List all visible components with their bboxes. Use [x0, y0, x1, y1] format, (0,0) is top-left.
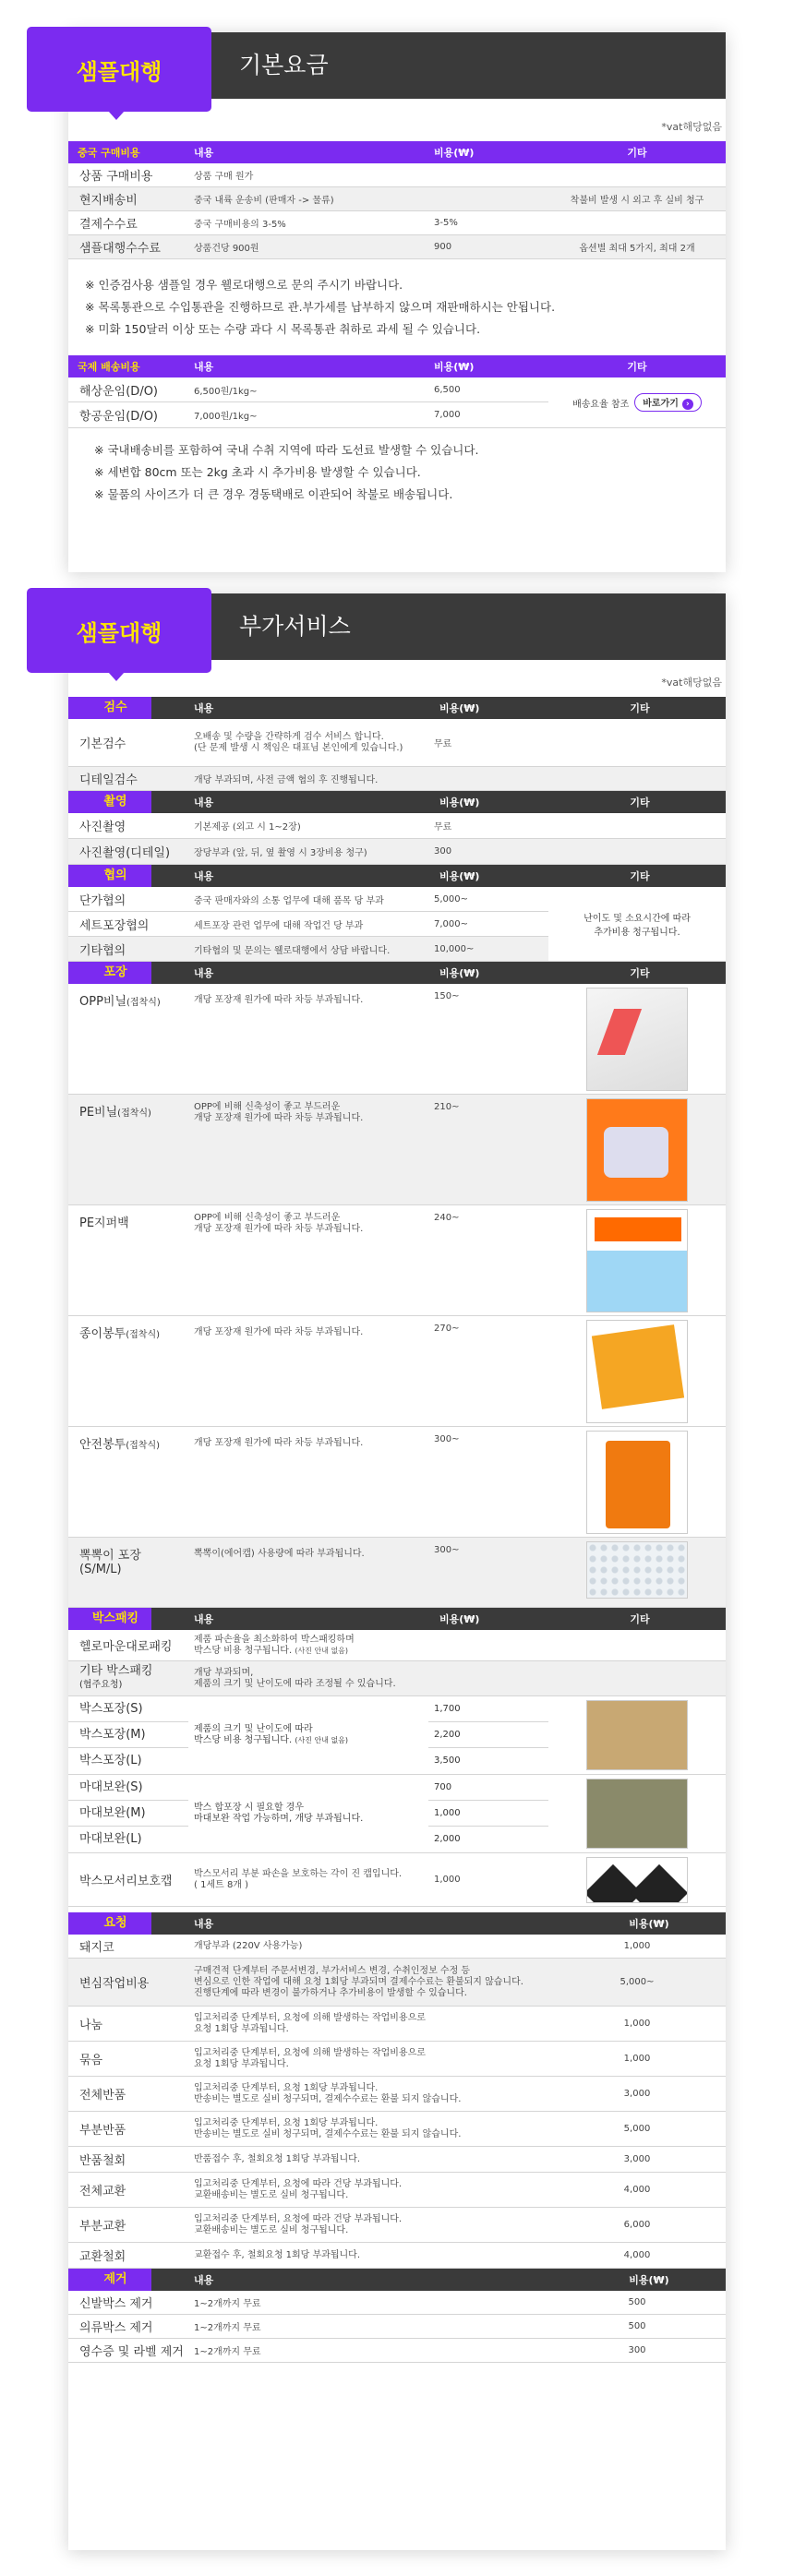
opp-bag-image: [586, 988, 688, 1091]
table-row: 샘플대행수수료 상품건당 900원 900 옵션별 최대 5가지, 최대 2개: [68, 235, 726, 259]
table-row: 나눔 입고처리중 단계부터, 요청에 의해 발생하는 작업비용으로 요청 1회당 부과됩니다. 1,000: [68, 2007, 726, 2042]
table-row: 전체교환 입고처리중 단계부터, 요청에 따라 건당 부과됩니다. 교환배송비는 별도로 실비 청구됩니다. 4,000: [68, 2173, 726, 2208]
table-row: 박스모서리보호캡 박스모서리 부분 파손을 보호하는 각이 진 캡입니다. ( 1세트 8개 ) 1,000: [68, 1853, 726, 1907]
table-header: 협의 내용 비용(₩) 기타: [68, 865, 726, 887]
table-row: 뽁뽁이 포장 (S/M/L) 뽁뽁이(에어캡) 사용량에 따라 부과됩니다. 300~: [68, 1538, 726, 1608]
section-title: 기본요금: [239, 52, 329, 78]
section-tag: 샘플대행: [27, 27, 211, 112]
table-row: PE지퍼백 OPP에 비해 신축성이 좋고 부드러운 개당 포장재 원가에 따라 차등 부과됩니다. 240~: [68, 1205, 726, 1316]
table-row: 단가협의 중국 판매자와의 소통 업무에 대해 품목 당 부과 5,000~: [68, 887, 548, 912]
table-row: 해상운임(D/O) 6,500원/1kg~ 6,500: [68, 377, 548, 402]
table-row: PE비닐(접착식) OPP에 비해 신축성이 좋고 부드러운 개당 포장재 원가에 따라 차등 부과됩니다. 210~: [68, 1095, 726, 1205]
table-row: 종이봉투(접착식) 개당 포장재 원가에 따라 차등 부과됩니다. 270~: [68, 1316, 726, 1427]
table-row: 기타협의 기타협의 및 문의는 웰로대행에서 상담 바랍니다. 10,000~: [68, 937, 548, 962]
table-row: 기타 박스패킹 (협주요청) 개당 부과되며, 제품의 크기 및 난이도에 따라 조정될 수 있습니다.: [68, 1661, 726, 1696]
table-row: 영수증 및 라벨 제거 1~2개까지 무료 300: [68, 2339, 726, 2363]
table-row: 현지배송비 중국 내륙 운송비 (판매자 -> 물류) 착불비 발생 시 외고 후 실비 청구: [68, 187, 726, 211]
basic-fee-card: 샘플대행 기본요금 *vat해당없음 중국 구매비용 내용 비용(₩) 기타 상품 구매비용 상품 구매 원가 현지배송비 중국 내륙 운송비 (판매자 -> 물류) 착불비 발생 시 외고 후 실비 청구 결제수수료 중국 구매비용의 3-5% 3-5% 샘플대행수수료 상품건당 900원 900 옵션별 최대 5가지, 최대 2개 ※ 인증검사용 샘플일 경우 웰로대행으로 문의 주시기 바랍니다. ※ 목록통관으로 수입통관을 진행하므로 관.부가세를 납부하지 않으며 재판매하시는 안됩니다. ※ 미화 150달러 이상 또는 수량 과다 시 목록통관 취하로 과세 될 수 있습니다. 국제 배송비용 내용 비용(₩) 기타 해상운임(D/O) 6,500원/1kg~ 6,500 항공운임(D/O) 7,000원/1kg~ 7,000 배송요율 참조 바로가기 › ※ 국내배송비를 포함하여 국내 수취 지역에 따라 도선료 발생할 수 있습니다. ※ 세변합 80cm 또는 2kg 초과 시 추가비용 발생할 수 있습니다. ※ 물품의 사이즈가 더 큰 경우 경동택배로 이관되어 착불로 배송됩니다.: [68, 32, 726, 572]
table-header: 요청 내용 비용(₩): [68, 1912, 726, 1935]
table-header: 국제 배송비용 내용 비용(₩) 기타: [68, 355, 726, 377]
section-title: 부가서비스: [239, 613, 351, 640]
bubble-wrap-image: [586, 1541, 688, 1599]
table-header: 포장 내용 비용(₩) 기타: [68, 962, 726, 984]
table-row: 변심작업비용 구매견적 단계부터 주문서변경, 부가서비스 변경, 수취인정보 수정 등 변심으로 인한 작업에 대해 요청 1회당 부과되며 결제수수료는 환불되지 않습니다. 진행단계에 따라 변경이 불가하거나 추가비용이 발생할 수 있습니다. 5,000~: [68, 1959, 726, 2007]
section-tag: 샘플대행: [27, 588, 211, 673]
table-header: 중국 구매비용 내용 비용(₩) 기타: [68, 141, 726, 163]
table-row: 헬로마운대로패킹 제품 파손율을 최소화하여 박스패킹하며 박스당 비용 청구됩니다. (사진 안내 없음): [68, 1630, 726, 1661]
zipper-bag-image: [586, 1209, 688, 1312]
table-row: 부분반품 입고처리중 단계부터, 요청 1회당 부과됩니다. 반송비는 별도로 실비 청구되며, 결제수수료는 환불 되지 않습니다. 5,000: [68, 2112, 726, 2147]
corner-cap-image: [586, 1857, 688, 1903]
request-rows: [68, 1935, 726, 2269]
table-row: 디테일검수 개당 부과되며, 사전 금액 협의 후 진행됩니다.: [68, 767, 726, 791]
sack-image: [586, 1779, 688, 1849]
table-row: 기본검수 오배송 및 수량을 간략하게 검수 서비스 합니다. (단 문제 발생 시 책임은 대표님 본인에게 있습니다.) 무료: [68, 719, 726, 767]
notes: ※ 국내배송비를 포함하여 국내 수취 지역에 따라 도선료 발생할 수 있습니다. ※ 세변합 80cm 또는 2kg 초과 시 추가비용 발생할 수 있습니다. ※ 물품의 사이즈가 더 큰 경우 경동택배로 이관되어 착불로 배송됩니다.: [94, 443, 479, 501]
table-header: 검수 내용 비용(₩) 기타: [68, 697, 726, 719]
extra-service-card: 샘플대행 부가서비스 *vat해당없음 검수 내용 비용(₩) 기타 기본검수 오배송 및 수량을 간략하게 검수 서비스 합니다. (단 문제 발생 시 책임은 대표님 본인에게 있습니다.) 무료 디테일검수 개당 부과되며, 사전 금액 협의 후 진행됩니다. 촬영 내용 비용(₩) 기타 사진촬영 기본제공 (외고 시 1~2장) 무료 사진촬영(디테일) 장당부과 (앞, 뒤, 옆 촬영 시 3장비용 청구) 300 협의 내용 비용(₩) 기타 단가협의 중국 판매자와의 소통 업무에 대해 품목 당 부과 5,000~ 세트포장협의 세트포장 관련 업무에 대해 작업건 당 부과 7,000~ 기타협의 기타협의 및 문의는 웰로대행에서 상담 바랍니다. 10,000~ 난이도 및 소요시간에 따라 추가비용 청구됩니다. 포장 내용 비용(₩) 기타 OPP비닐(접착식) 개당 포장재 원가에 따라 차등 부과됩니다. 150~ PE비닐(접착식) OPP에 비해 신축성이 좋고 부드러운 개당 포장재 원가에 따라 차등 부과됩니다. 210~ PE지퍼백 OPP에 비해 신축성이 좋고 부드러운 개당 포장재 원가에 따라 차등 부과됩니다. 240~ 종이봉투(접착식) 개당 포장재 원가에 따라 차등 부과됩니다. 270~ 안전봉투(접착식) 개당 포장재 원가에 따라 차등 부과됩니다. 300~ 뽁뽁이 포장 (S/M/L) 뽁뽁이(에어캡) 사용량에 따라 부과됩니다. 300~ 박스패킹 내용 비용(₩) 기타 헬로마운대로패킹 제품 파손율을 최소화하여 박스패킹하며 박스당 비용 청구됩니다. (사진 안내 없음) 기타 박스패킹 (협주요청) 개당 부과되며, 제품의 크기 및 난이도에 따라 조정될 수 있습니다. 박스포장(S) 박스포장(M) 박스포장(L) 제품의 크기 및 난이도에 따라 박스당 비용 청구됩니다. (사진 안내 없음) 1,700 2,200 3,500 마대보완(S) 마대보완(M) 마대보완(L) 박스 합포장 시 필요할 경우 마대보완 작업 가능하며, 개당 부과됩니다. 700 1,000 2,000 박스모서리보호캡 박스모서리 부분 파손을 보호하는 각이 진 캡입니다. ( 1세트 8개 ) 1,000 요청 내용 비용(₩) 돼지코 개당부과 (220V 사용가능) 1,000 변심작업비용 구매견적 단계부터 주문서변경, 부가서비스 변경, 수취인정보 수정 등 변심으로 인한 작업에 대해 요청 1회당 부과되며 결제수수료는 환불되지 않습니다. 진행단계에 따라 변경이 불가하거나 추가비용이 발생할 수 있습니다. 5,000~ 나눔 입고처리중 단계부터, 요청에 의해 발생하는 작업비용으로 요청 1회당 부과됩니다. 1,000 묶음 입고처리중 단계부터, 요청에 의해 발생하는 작업비용으로 요청 1회당 부과됩니다. 1,000 전체반품 입고처리중 단계부터, 요청 1회당 부과됩니다. 반송비는 별도로 실비 청구되며, 결제수수료는 환불 되지 않습니다. 3,000 부분반품 입고처리중 단계부터, 요청 1회당 부과됩니다. 반송비는 별도로 실비 청구되며, 결제수수료는 환불 되지 않습니다. 5,000 반품철회 반품접수 후, 철회요청 1회당 부과됩니다. 3,000 전체교환 입고처리중 단계부터, 요청에 따라 건당 부과됩니다. 교환배송비는 별도로 실비 청구됩니다. 4,000 부분교환 입고처리중 단계부터, 요청에 따라 건당 부과됩니다. 교환배송비는 별도로 실비 청구됩니다. 6,000 교환철회 교환접수 후, 철회요청 1회당 부과됩니다. 4,000 제거 내용 비용(₩) 신발박스 제거 1~2개까지 무료 500 의류박스 제거 1~2개까지 무료 500 영수증 및 라벨 제거 1~2개까지 무료 300: [68, 593, 726, 2550]
table-header: 박스패킹 내용 비용(₩) 기타: [68, 1608, 726, 1630]
table-row: OPP비닐(접착식) 개당 포장재 원가에 따라 차등 부과됩니다. 150~: [68, 984, 726, 1095]
table-row: 사진촬영(디테일) 장당부과 (앞, 뒤, 옆 촬영 시 3장비용 청구) 300: [68, 839, 726, 865]
table-row: 결제수수료 중국 구매비용의 3-5% 3-5%: [68, 211, 726, 235]
table-row: 신발박스 제거 1~2개까지 무료 500: [68, 2291, 726, 2315]
pe-bag-image: [586, 1098, 688, 1202]
table-row: 묶음 입고처리중 단계부터, 요청에 의해 발생하는 작업비용으로 요청 1회당 부과됩니다. 1,000: [68, 2042, 726, 2077]
section-header: [68, 32, 726, 99]
arrow-right-icon: ›: [682, 399, 693, 410]
table-row: 반품철회 반품접수 후, 철회요청 1회당 부과됩니다. 3,000: [68, 2147, 726, 2173]
shortcut-button[interactable]: 바로가기 ›: [634, 393, 702, 412]
table-row: 세트포장협의 세트포장 관련 업무에 대해 작업건 당 부과 7,000~: [68, 912, 548, 937]
box-image: [586, 1700, 688, 1770]
table-row: 돼지코 개당부과 (220V 사용가능) 1,000: [68, 1935, 726, 1959]
paper-envelope-image: [586, 1320, 688, 1423]
table-header: 제거 내용 비용(₩): [68, 2269, 726, 2291]
table-row: 사진촬영 기본제공 (외고 시 1~2장) 무료: [68, 813, 726, 839]
section-header: [68, 593, 726, 660]
vat-note: *vat해당없음: [661, 121, 722, 133]
table-row: 항공운임(D/O) 7,000원/1kg~ 7,000: [68, 402, 548, 427]
table-row: 상품 구매비용 상품 구매 원가: [68, 163, 726, 187]
remove-rows: [68, 2291, 726, 2363]
vat-note: *vat해당없음: [661, 677, 722, 689]
table-row: 전체반품 입고처리중 단계부터, 요청 1회당 부과됩니다. 반송비는 별도로 실비 청구되며, 결제수수료는 환불 되지 않습니다. 3,000: [68, 2077, 726, 2112]
table-row: 의류박스 제거 1~2개까지 무료 500: [68, 2315, 726, 2339]
safety-envelope-image: [586, 1431, 688, 1534]
table-row: 안전봉투(접착식) 개당 포장재 원가에 따라 차등 부과됩니다. 300~: [68, 1427, 726, 1538]
table-row: 부분교환 입고처리중 단계부터, 요청에 따라 건당 부과됩니다. 교환배송비는 별도로 실비 청구됩니다. 6,000: [68, 2208, 726, 2243]
notes: ※ 인증검사용 샘플일 경우 웰로대행으로 문의 주시기 바랍니다. ※ 목록통관으로 수입통관을 진행하므로 관.부가세를 납부하지 않으며 재판매하시는 안됩니다. ※ 미화 150달러 이상 또는 수량 과다 시 목록통관 취하로 과세 될 수 있습니다.: [85, 278, 556, 336]
table-header: 촬영 내용 비용(₩) 기타: [68, 791, 726, 813]
table-row: 교환철회 교환접수 후, 철회요청 1회당 부과됩니다. 4,000: [68, 2243, 726, 2269]
